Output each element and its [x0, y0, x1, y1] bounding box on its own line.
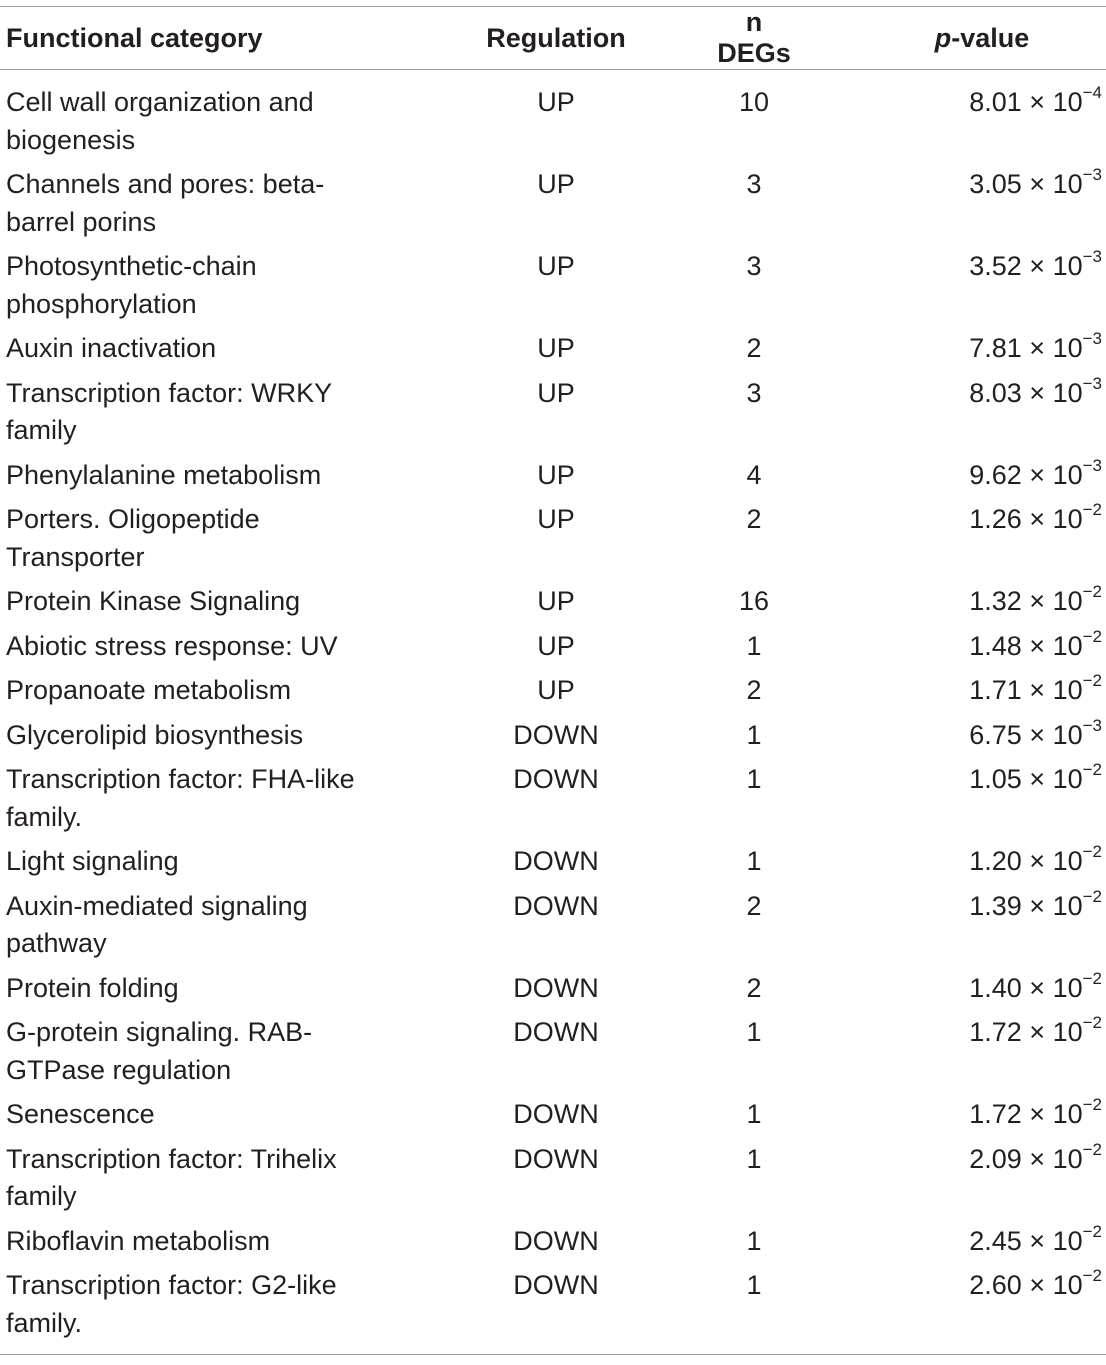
- p-value-base: 10: [1052, 719, 1083, 750]
- p-value-mantissa: 6.75: [969, 719, 1022, 750]
- p-value-base: 10: [1052, 1225, 1083, 1256]
- p-value-mantissa: 1.71: [969, 675, 1022, 705]
- cell-n-degs: 2: [746, 504, 762, 534]
- functional-category-table-container: [0, 6, 1102, 1355]
- table-row: [0, 494, 1106, 576]
- category-text: Riboflavin metabolism: [6, 1225, 271, 1256]
- category-text: Protein folding: [6, 972, 179, 1003]
- cell-n-degs: 1: [746, 1143, 762, 1174]
- p-value-base: 10: [1052, 846, 1083, 876]
- cell-functional-category: [0, 576, 406, 621]
- cell-functional-category: [0, 494, 406, 576]
- cell-n-degs: 1: [746, 719, 762, 750]
- cell-regulation: UP: [537, 87, 575, 117]
- p-value-exponent: −2: [1082, 1013, 1102, 1032]
- p-value-base: 10: [1052, 586, 1083, 616]
- p-value-mantissa: 1.40: [969, 972, 1022, 1003]
- p-value-base: 10: [1052, 504, 1083, 534]
- p-value-mantissa: 9.62: [969, 459, 1022, 490]
- times-sign: ×: [1029, 504, 1046, 534]
- category-text: Cell wall organization and biogenesis: [6, 87, 314, 155]
- times-sign: ×: [1029, 972, 1046, 1003]
- p-value-exponent: −3: [1082, 247, 1102, 266]
- p-value-base: 10: [1052, 333, 1083, 363]
- cell-p-value: [802, 1134, 1106, 1216]
- category-text: Photosynthetic-chain phosphorylation: [6, 251, 257, 319]
- times-sign: ×: [1029, 675, 1046, 705]
- p-value-exponent: −2: [1082, 671, 1102, 690]
- table-row: [0, 710, 1106, 755]
- table-row: [0, 1216, 1106, 1261]
- category-text: Transcription factor: G2-like family.: [6, 1270, 337, 1338]
- table-row: [0, 576, 1106, 621]
- category-text: Propanoate metabolism: [6, 675, 292, 705]
- cell-functional-category: [0, 963, 406, 1008]
- times-sign: ×: [1029, 377, 1046, 408]
- p-value-exponent: −2: [1082, 1221, 1102, 1241]
- functional-category-table: [0, 6, 1106, 1355]
- cell-p-value: [802, 1216, 1106, 1261]
- p-value-exponent: −3: [1082, 165, 1102, 184]
- category-text: Transcription factor: WRKY family: [6, 377, 332, 445]
- table-body: [0, 70, 1106, 1355]
- p-value-exponent: −2: [1082, 968, 1102, 988]
- times-sign: ×: [1029, 890, 1046, 921]
- cell-regulation: DOWN: [513, 719, 599, 750]
- header-p-rest: -value: [951, 22, 1030, 53]
- p-value-base: 10: [1052, 459, 1083, 490]
- cell-n-degs: 2: [746, 333, 762, 363]
- category-text: Transcription factor: FHA-like family.: [6, 764, 355, 832]
- p-value-exponent: −3: [1082, 373, 1102, 393]
- p-value-base: 10: [1052, 890, 1083, 921]
- cell-functional-category: [0, 1134, 406, 1216]
- header-p-value: [802, 7, 1106, 70]
- cell-p-value: [802, 621, 1106, 666]
- cell-regulation: UP: [537, 459, 575, 490]
- table-row: [0, 1134, 1106, 1216]
- table-row: [0, 368, 1106, 450]
- times-sign: ×: [1029, 169, 1046, 199]
- p-value-mantissa: 1.39: [969, 890, 1022, 921]
- table-row: [0, 1089, 1106, 1134]
- times-sign: ×: [1029, 333, 1046, 363]
- cell-functional-category: [0, 621, 406, 666]
- cell-p-value: [802, 665, 1106, 710]
- p-value-mantissa: 1.05: [969, 764, 1022, 794]
- cell-n-degs: 2: [746, 972, 762, 1003]
- times-sign: ×: [1029, 846, 1046, 876]
- cell-p-value: [802, 368, 1106, 450]
- cell-regulation: UP: [537, 377, 575, 408]
- cell-n-degs: 3: [746, 169, 762, 199]
- category-text: Channels and pores: beta-barrel porins: [6, 169, 325, 237]
- table-row: [0, 159, 1106, 241]
- p-value-mantissa: 1.26: [969, 504, 1022, 534]
- cell-functional-category: [0, 881, 406, 963]
- cell-functional-category: [0, 1216, 406, 1261]
- cell-regulation: DOWN: [513, 846, 599, 876]
- cell-n-degs: 16: [738, 586, 770, 616]
- cell-p-value: [802, 1007, 1106, 1089]
- cell-regulation: DOWN: [513, 764, 599, 794]
- cell-n-degs: 1: [746, 1017, 762, 1047]
- p-value-mantissa: 2.09: [969, 1143, 1022, 1174]
- cell-regulation: DOWN: [513, 1143, 599, 1174]
- cell-n-degs: 1: [746, 846, 762, 876]
- category-text: Glycerolipid biosynthesis: [6, 719, 304, 750]
- p-value-exponent: −2: [1082, 582, 1102, 601]
- times-sign: ×: [1029, 1143, 1046, 1174]
- cell-p-value: [802, 710, 1106, 755]
- cell-regulation: UP: [537, 504, 575, 534]
- table-row: [0, 70, 1106, 160]
- cell-functional-category: [0, 70, 406, 160]
- p-value-mantissa: 1.72: [969, 1017, 1022, 1047]
- p-value-base: 10: [1052, 1099, 1083, 1129]
- table-row: [0, 754, 1106, 836]
- p-value-exponent: −2: [1082, 842, 1102, 861]
- cell-p-value: [802, 576, 1106, 621]
- p-value-base: 10: [1052, 1017, 1083, 1047]
- p-value-mantissa: 3.52: [969, 251, 1022, 281]
- cell-functional-category: [0, 323, 406, 368]
- p-value-mantissa: 1.32: [969, 586, 1022, 616]
- category-text: Auxin inactivation: [6, 333, 217, 363]
- times-sign: ×: [1029, 630, 1046, 661]
- cell-n-degs: 1: [746, 1099, 762, 1129]
- table-row: [0, 323, 1106, 368]
- cell-functional-category: [0, 368, 406, 450]
- cell-p-value: [802, 323, 1106, 368]
- cell-p-value: [802, 1089, 1106, 1134]
- times-sign: ×: [1029, 719, 1046, 750]
- p-value-exponent: −2: [1082, 626, 1102, 646]
- cell-regulation: UP: [537, 675, 575, 705]
- category-text: Porters. Oligopeptide Transporter: [6, 504, 260, 572]
- times-sign: ×: [1029, 1225, 1046, 1256]
- p-value-exponent: −3: [1082, 329, 1102, 348]
- cell-functional-category: [0, 1260, 406, 1355]
- p-value-base: 10: [1052, 169, 1083, 199]
- p-value-exponent: −3: [1082, 715, 1102, 735]
- p-value-mantissa: 8.03: [969, 377, 1022, 408]
- cell-n-degs: 2: [746, 890, 762, 921]
- header-functional-category: Functional category: [6, 22, 263, 53]
- cell-functional-category: [0, 836, 406, 881]
- p-value-exponent: −2: [1082, 886, 1102, 906]
- category-text: Light signaling: [6, 846, 179, 876]
- p-value-mantissa: 2.45: [969, 1225, 1022, 1256]
- cell-regulation: UP: [537, 630, 575, 661]
- p-value-exponent: −2: [1082, 1266, 1102, 1285]
- cell-p-value: [802, 70, 1106, 160]
- cell-functional-category: [0, 159, 406, 241]
- cell-regulation: DOWN: [513, 1017, 599, 1047]
- table-row: [0, 836, 1106, 881]
- p-value-exponent: −2: [1082, 500, 1102, 519]
- cell-regulation: DOWN: [513, 1099, 599, 1129]
- table-header: [0, 7, 1106, 70]
- cell-functional-category: [0, 665, 406, 710]
- p-value-base: 10: [1052, 1143, 1083, 1174]
- table-row: [0, 1260, 1106, 1355]
- category-text: Phenylalanine metabolism: [6, 459, 322, 490]
- category-text: Transcription factor: Trihelix family: [6, 1143, 337, 1211]
- p-value-exponent: −3: [1082, 455, 1102, 475]
- p-value-mantissa: 1.48: [969, 630, 1022, 661]
- cell-n-degs: 1: [746, 1225, 762, 1256]
- cell-p-value: [802, 159, 1106, 241]
- cell-regulation: DOWN: [513, 890, 599, 921]
- times-sign: ×: [1029, 459, 1046, 490]
- times-sign: ×: [1029, 764, 1046, 794]
- cell-regulation: UP: [537, 333, 575, 363]
- p-value-base: 10: [1052, 675, 1083, 705]
- p-value-exponent: −4: [1082, 83, 1102, 102]
- p-value-base: 10: [1052, 377, 1083, 408]
- times-sign: ×: [1029, 1099, 1046, 1129]
- cell-n-degs: 10: [738, 87, 770, 117]
- p-value-mantissa: 1.20: [969, 846, 1022, 876]
- cell-n-degs: 2: [746, 675, 762, 705]
- cell-n-degs: 1: [746, 764, 762, 794]
- table-row: [0, 665, 1106, 710]
- cell-n-degs: 3: [746, 251, 762, 281]
- cell-p-value: [802, 881, 1106, 963]
- p-value-mantissa: 8.01: [969, 87, 1022, 117]
- cell-functional-category: [0, 710, 406, 755]
- cell-functional-category: [0, 1089, 406, 1134]
- header-regulation: Regulation: [486, 22, 626, 53]
- p-value-mantissa: 1.72: [969, 1099, 1022, 1129]
- category-text: Protein Kinase Signaling: [6, 586, 301, 616]
- cell-p-value: [802, 836, 1106, 881]
- cell-functional-category: [0, 450, 406, 495]
- cell-regulation: DOWN: [513, 1270, 599, 1300]
- table-row: [0, 241, 1106, 323]
- category-text: Auxin-mediated signaling pathway: [6, 890, 308, 958]
- p-value-exponent: −2: [1082, 1095, 1102, 1114]
- cell-p-value: [802, 494, 1106, 576]
- cell-p-value: [802, 450, 1106, 495]
- p-value-base: 10: [1052, 87, 1083, 117]
- times-sign: ×: [1029, 1017, 1046, 1047]
- cell-regulation: UP: [537, 251, 575, 281]
- p-value-mantissa: 7.81: [969, 333, 1022, 363]
- header-row: [0, 7, 1106, 70]
- p-value-base: 10: [1052, 251, 1083, 281]
- p-value-base: 10: [1052, 972, 1083, 1003]
- table-row: [0, 621, 1106, 666]
- times-sign: ×: [1029, 1270, 1046, 1300]
- cell-p-value: [802, 754, 1106, 836]
- p-value-base: 10: [1052, 764, 1083, 794]
- cell-functional-category: [0, 754, 406, 836]
- header-p-italic: p: [934, 22, 952, 53]
- cell-regulation: UP: [537, 169, 575, 199]
- table-row: [0, 963, 1106, 1008]
- header-n-degs: n DEGs: [717, 7, 791, 68]
- cell-regulation: DOWN: [513, 972, 599, 1003]
- cell-functional-category: [0, 1007, 406, 1089]
- p-value-exponent: −2: [1082, 760, 1102, 779]
- p-value-exponent: −2: [1082, 1139, 1102, 1159]
- table-row: [0, 1007, 1106, 1089]
- times-sign: ×: [1029, 87, 1046, 117]
- cell-n-degs: 1: [746, 630, 762, 661]
- p-value-base: 10: [1052, 630, 1083, 661]
- p-value-base: 10: [1052, 1270, 1083, 1300]
- cell-p-value: [802, 1260, 1106, 1355]
- cell-n-degs: 1: [746, 1270, 762, 1300]
- category-text: Senescence: [6, 1099, 155, 1129]
- times-sign: ×: [1029, 251, 1046, 281]
- p-value-mantissa: 3.05: [969, 169, 1022, 199]
- cell-functional-category: [0, 241, 406, 323]
- cell-p-value: [802, 241, 1106, 323]
- cell-n-degs: 3: [746, 377, 762, 408]
- category-text: Abiotic stress response: UV: [6, 630, 338, 661]
- p-value-mantissa: 2.60: [969, 1270, 1022, 1300]
- category-text: G-protein signaling. RAB-GTPase regulation: [6, 1017, 313, 1085]
- cell-n-degs: 4: [746, 459, 762, 490]
- cell-p-value: [802, 963, 1106, 1008]
- cell-regulation: UP: [537, 586, 575, 616]
- table-row: [0, 450, 1106, 495]
- table-row: [0, 881, 1106, 963]
- cell-regulation: DOWN: [513, 1225, 599, 1256]
- times-sign: ×: [1029, 586, 1046, 616]
